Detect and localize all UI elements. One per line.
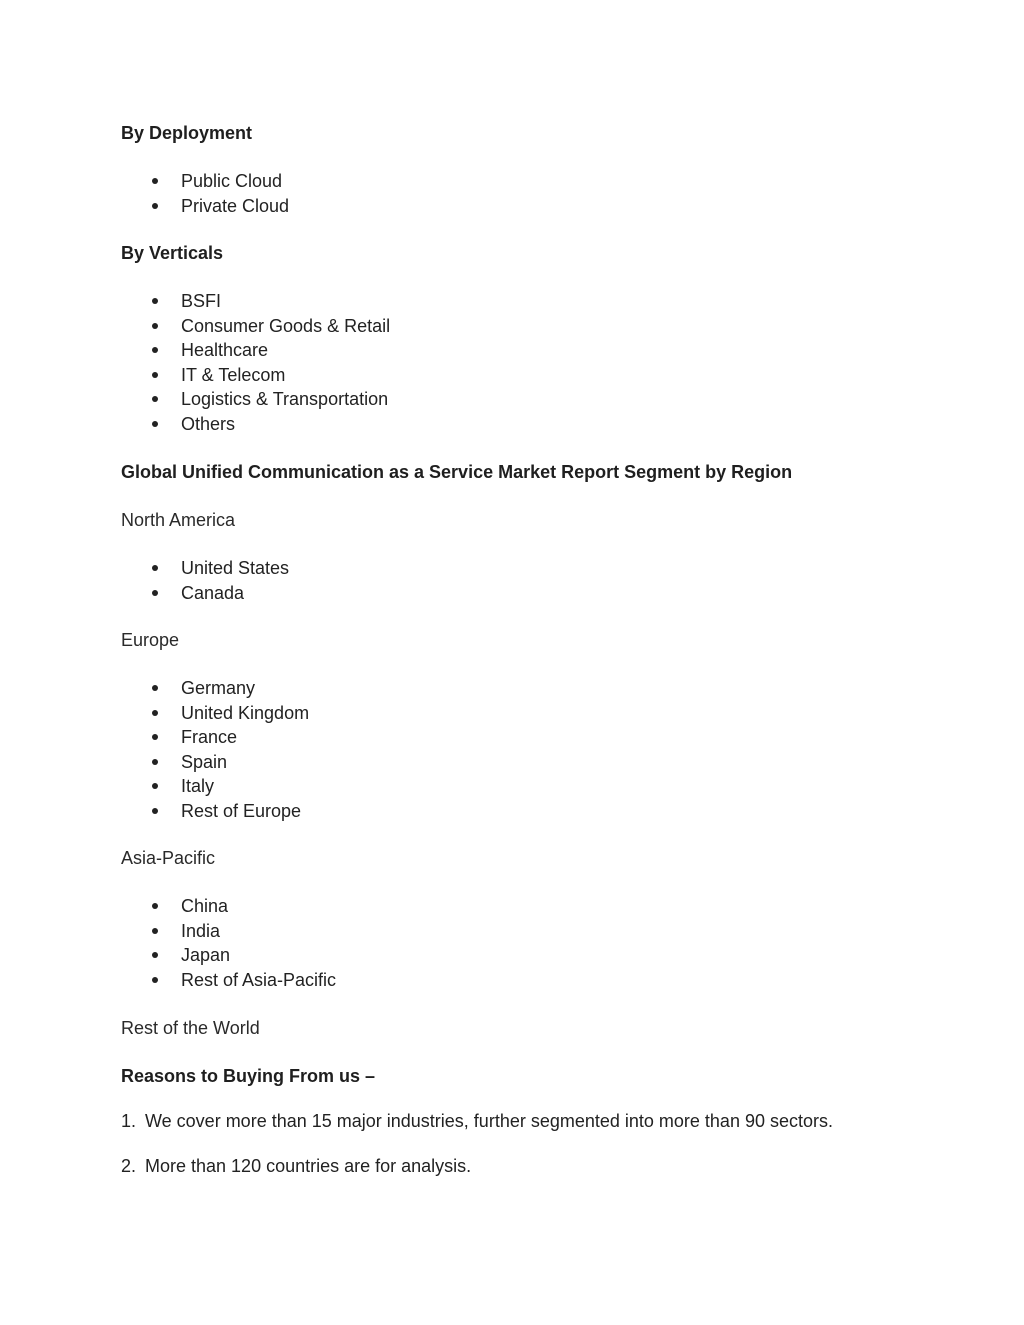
- list-item: IT & Telecom: [0, 363, 390, 388]
- bullet-icon: [152, 590, 158, 596]
- list-item: United States: [0, 556, 289, 581]
- bullet-icon: [152, 808, 158, 814]
- list-item: Rest of Europe: [0, 799, 309, 824]
- list-item: Healthcare: [0, 338, 390, 363]
- verticals-list: [0, 289, 390, 436]
- bullet-icon: [152, 347, 158, 353]
- list-item: Others: [0, 412, 390, 437]
- bullet-icon: [152, 372, 158, 378]
- list-item: Spain: [0, 750, 309, 775]
- list-item: BSFI: [0, 289, 390, 314]
- bullet-icon: [152, 298, 158, 304]
- bullet-icon: [152, 759, 158, 765]
- verticals-heading: By Verticals: [121, 243, 224, 263]
- bullet-icon: [152, 928, 158, 934]
- list-item: Canada: [0, 581, 289, 606]
- region-north-america-label: North America: [121, 510, 236, 530]
- region-asia-pacific-label: Asia-Pacific: [121, 848, 216, 868]
- list-item: United Kingdom: [0, 701, 309, 726]
- bullet-icon: [152, 783, 158, 789]
- reason-number: 2.: [121, 1156, 137, 1176]
- list-item: Consumer Goods & Retail: [0, 314, 390, 339]
- bullet-icon: [152, 203, 158, 209]
- bullet-icon: [152, 903, 158, 909]
- deployment-list: [0, 169, 289, 218]
- bullet-icon: [152, 565, 158, 571]
- list-item: Rest of Asia-Pacific: [0, 968, 336, 993]
- bullet-icon: [152, 952, 158, 958]
- list-item: China: [0, 894, 336, 919]
- reason-text: More than 120 countries are for analysis.: [145, 1156, 472, 1176]
- list-item: Japan: [0, 943, 336, 968]
- north-america-list: [0, 556, 289, 605]
- bullet-icon: [152, 734, 158, 740]
- reason-number: 1.: [121, 1111, 137, 1131]
- region-europe-label: Europe: [121, 630, 180, 650]
- list-item: Public Cloud: [0, 169, 289, 194]
- reason-text: We cover more than 15 major industries, further segmented into more than 90 sectors.: [145, 1111, 833, 1131]
- bullet-icon: [152, 178, 158, 184]
- bullet-icon: [152, 977, 158, 983]
- region-heading: Global Unified Communication as a Service Market Report Segment by Region: [121, 462, 793, 482]
- bullet-icon: [152, 323, 158, 329]
- list-item: India: [0, 919, 336, 944]
- list-item: Italy: [0, 774, 309, 799]
- bullet-icon: [152, 685, 158, 691]
- asia-pacific-list: [0, 894, 336, 992]
- reason-item: [121, 1154, 471, 1178]
- list-item: Private Cloud: [0, 194, 289, 219]
- list-item: Logistics & Transportation: [0, 387, 390, 412]
- reasons-heading: Reasons to Buying From us –: [121, 1066, 376, 1086]
- deployment-heading: By Deployment: [121, 123, 253, 143]
- region-rest-of-world-label: Rest of the World: [121, 1018, 260, 1038]
- list-item: France: [0, 725, 309, 750]
- bullet-icon: [152, 421, 158, 427]
- europe-list: [0, 676, 309, 823]
- list-item: Germany: [0, 676, 309, 701]
- bullet-icon: [152, 710, 158, 716]
- bullet-icon: [152, 396, 158, 402]
- reason-item: [121, 1109, 833, 1133]
